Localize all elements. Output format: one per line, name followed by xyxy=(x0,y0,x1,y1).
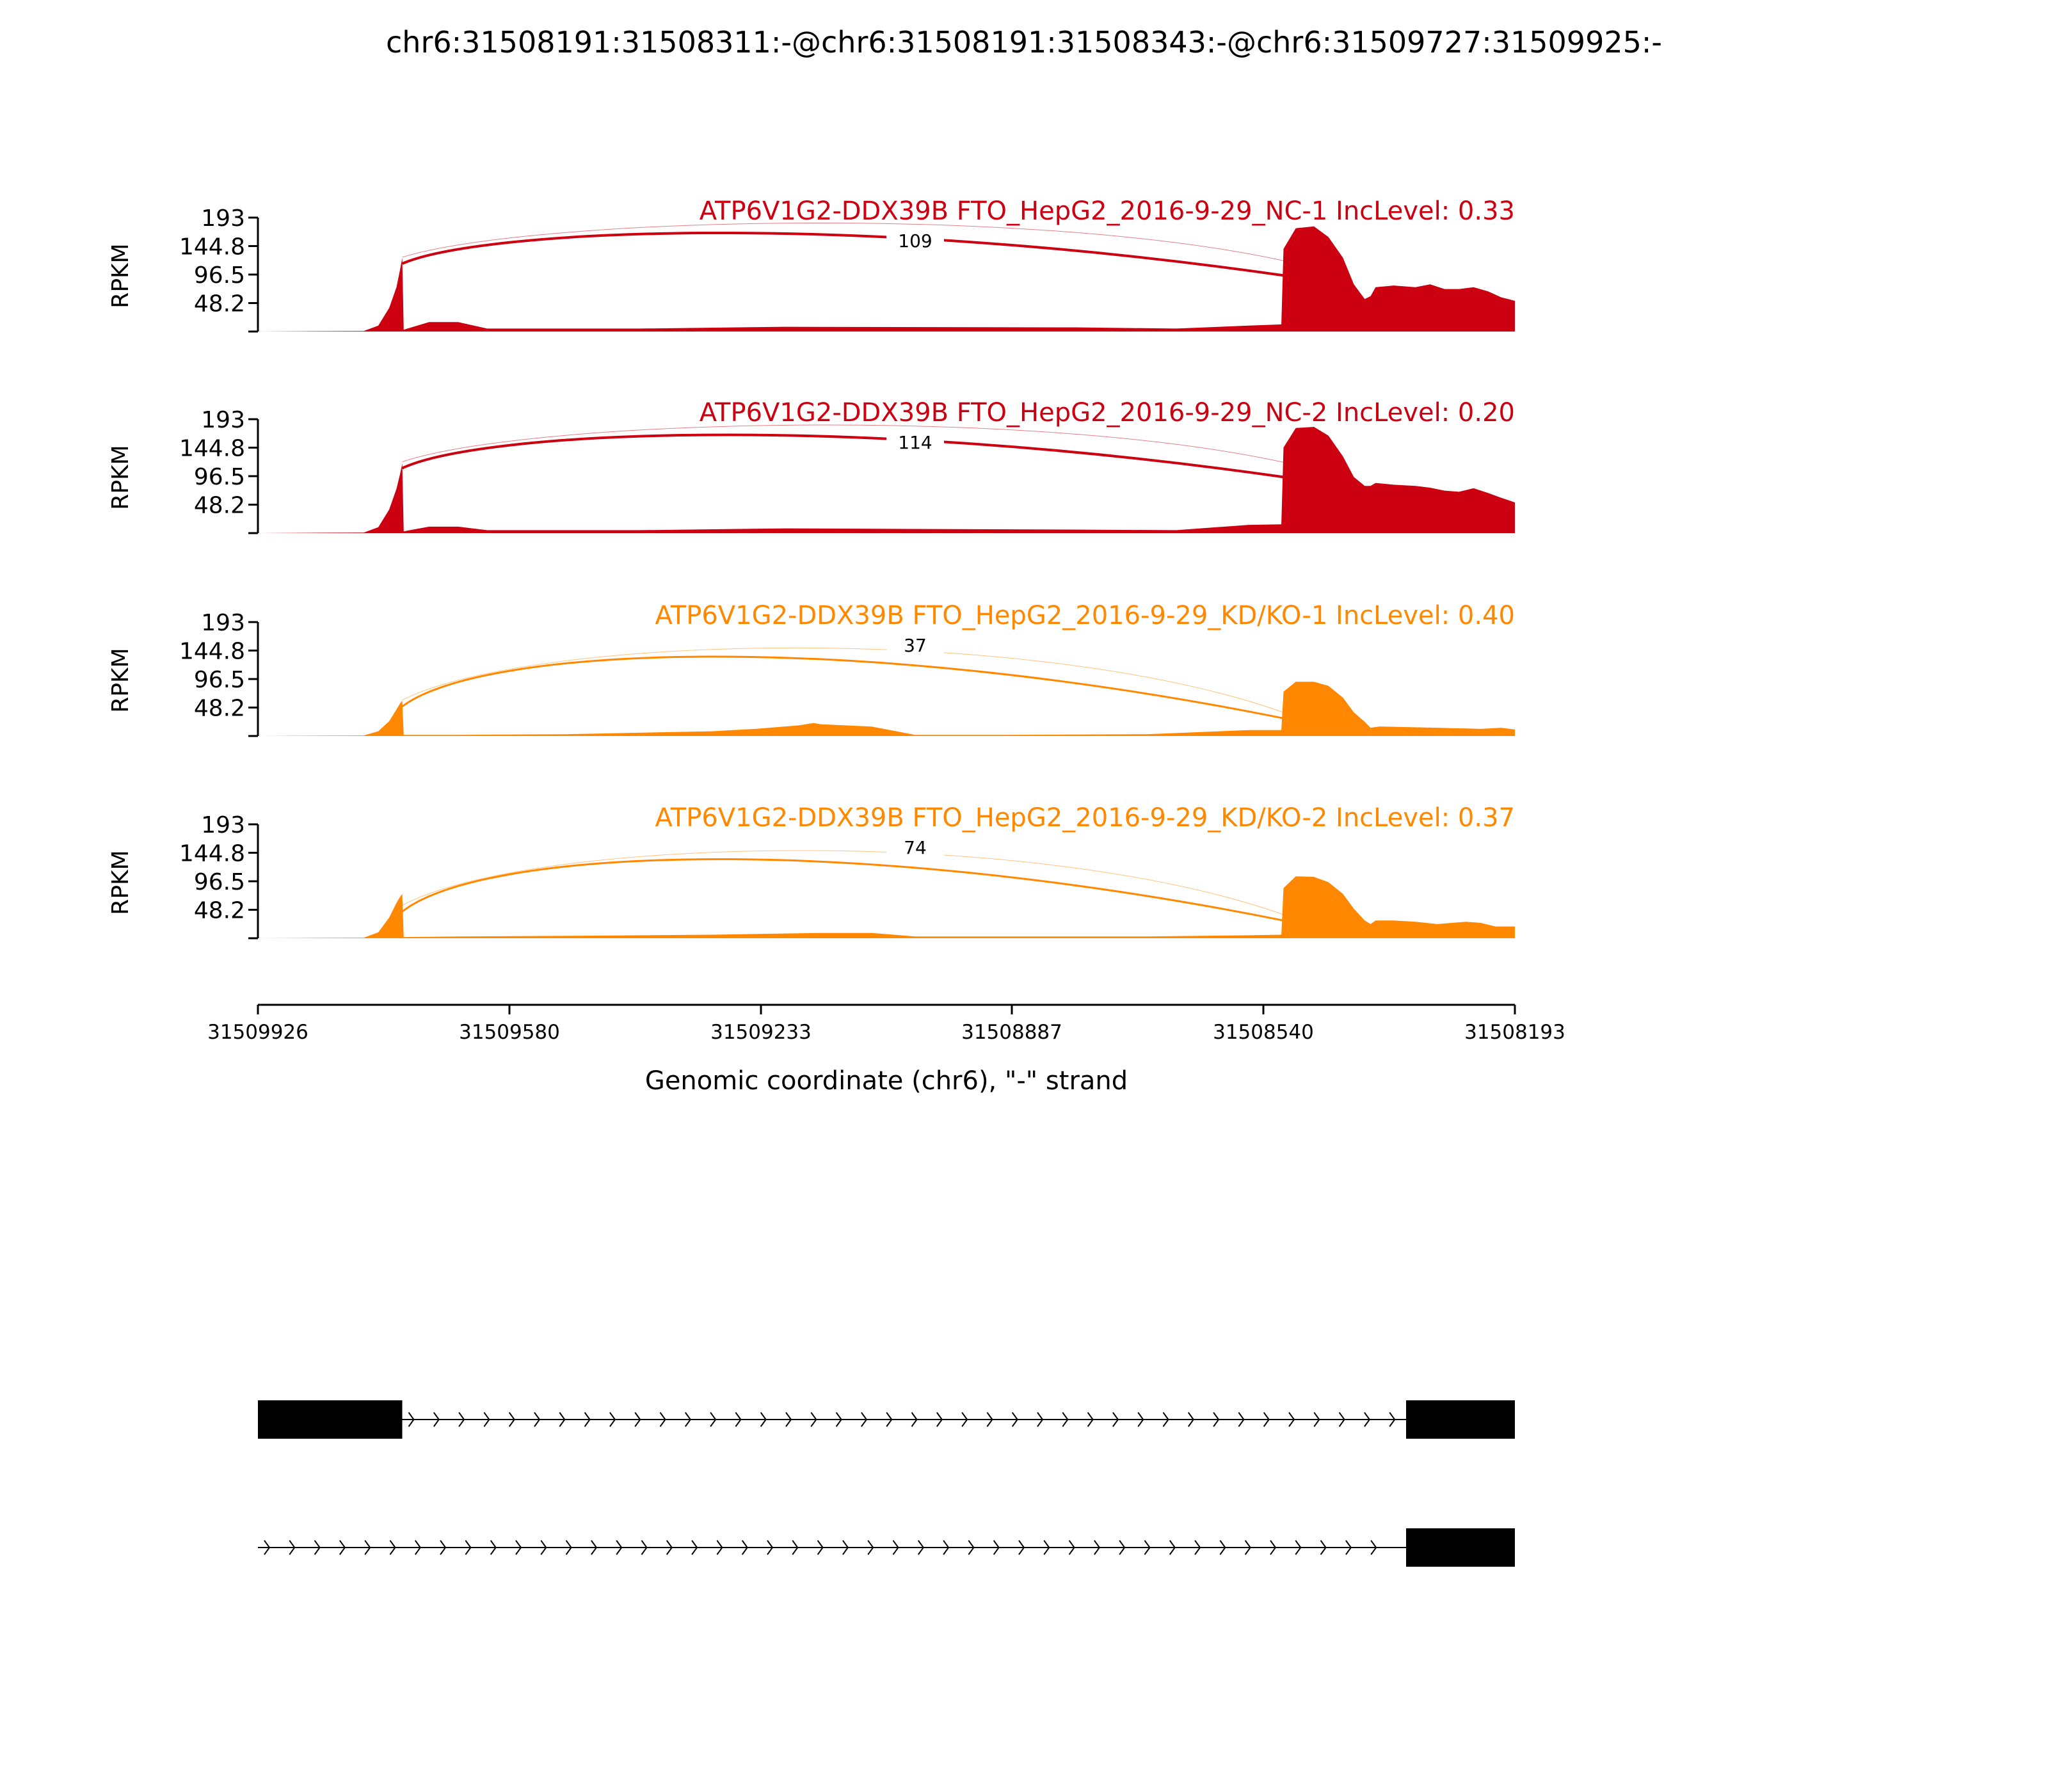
junction-arc-secondary xyxy=(403,648,1284,712)
y-tick-label: 48.2 xyxy=(193,291,245,317)
y-tick-label: 48.2 xyxy=(193,695,245,722)
y-tick-label: 193 xyxy=(201,205,245,232)
y-tick-label: 48.2 xyxy=(193,897,245,924)
figure-title: chr6:31508191:31508311:-@chr6:31508191:31508343:-@chr6:31509727:31509925:- xyxy=(386,25,1662,60)
exon-block xyxy=(258,1400,403,1439)
y-tick-label: 144.8 xyxy=(179,638,245,665)
coverage-area xyxy=(258,876,1515,938)
y-tick-label: 144.8 xyxy=(179,435,245,462)
x-axis xyxy=(207,1005,1565,1096)
junction-count-label: 114 xyxy=(898,432,932,453)
y-tick-label: 96.5 xyxy=(193,667,245,693)
exon-block xyxy=(1406,1400,1515,1439)
junction-arc-secondary xyxy=(403,851,1284,915)
x-axis-label: Genomic coordinate (chr6), "-" strand xyxy=(644,1066,1128,1096)
junction-arc xyxy=(403,860,1284,921)
y-axis-label: RPKM xyxy=(108,648,134,713)
y-axis-label: RPKM xyxy=(108,243,134,308)
y-tick-label: 96.5 xyxy=(193,262,245,289)
transcript-models xyxy=(258,1400,1515,1567)
y-axis-label: RPKM xyxy=(108,445,134,510)
x-tick-label: 31508193 xyxy=(1464,1021,1565,1044)
junction-arc xyxy=(403,233,1284,275)
sample-title: ATP6V1G2-DDX39B FTO_HepG2_2016-9-29_NC-1 IncLevel: 0.33 xyxy=(699,196,1515,226)
transcript-model xyxy=(258,1528,1515,1567)
sample-panel xyxy=(108,601,1515,736)
sample-panel xyxy=(108,398,1515,533)
y-tick-label: 144.8 xyxy=(179,840,245,867)
x-tick-label: 31508540 xyxy=(1213,1021,1314,1044)
y-tick-label: 193 xyxy=(201,812,245,838)
sample-title: ATP6V1G2-DDX39B FTO_HepG2_2016-9-29_KD/KO-1 IncLevel: 0.40 xyxy=(655,601,1515,630)
y-axis-label: RPKM xyxy=(108,850,134,915)
y-tick-label: 96.5 xyxy=(193,869,245,895)
x-tick-label: 31509233 xyxy=(710,1021,812,1044)
x-tick-label: 31509926 xyxy=(207,1021,308,1044)
junction-count-label: 37 xyxy=(904,635,927,656)
y-tick-label: 96.5 xyxy=(193,464,245,490)
sample-title: ATP6V1G2-DDX39B FTO_HepG2_2016-9-29_NC-2 IncLevel: 0.20 xyxy=(699,398,1515,428)
x-tick-label: 31509580 xyxy=(459,1021,560,1044)
sample-title: ATP6V1G2-DDX39B FTO_HepG2_2016-9-29_KD/KO-2 IncLevel: 0.37 xyxy=(655,803,1515,833)
coverage-area xyxy=(258,682,1515,736)
junction-count-label: 74 xyxy=(904,837,927,858)
y-tick-label: 193 xyxy=(201,407,245,433)
y-tick-label: 144.8 xyxy=(179,234,245,260)
sample-panels xyxy=(108,196,1515,938)
exon-block xyxy=(1406,1528,1515,1567)
sample-panel xyxy=(108,196,1515,332)
transcript-model xyxy=(258,1400,1515,1439)
y-tick-label: 193 xyxy=(201,610,245,636)
y-tick-label: 48.2 xyxy=(193,492,245,519)
junction-arc-secondary xyxy=(403,223,1284,261)
junction-count-label: 109 xyxy=(898,230,932,252)
junction-arc xyxy=(403,657,1284,718)
x-tick-label: 31508887 xyxy=(961,1021,1062,1044)
sample-panel xyxy=(108,803,1515,938)
